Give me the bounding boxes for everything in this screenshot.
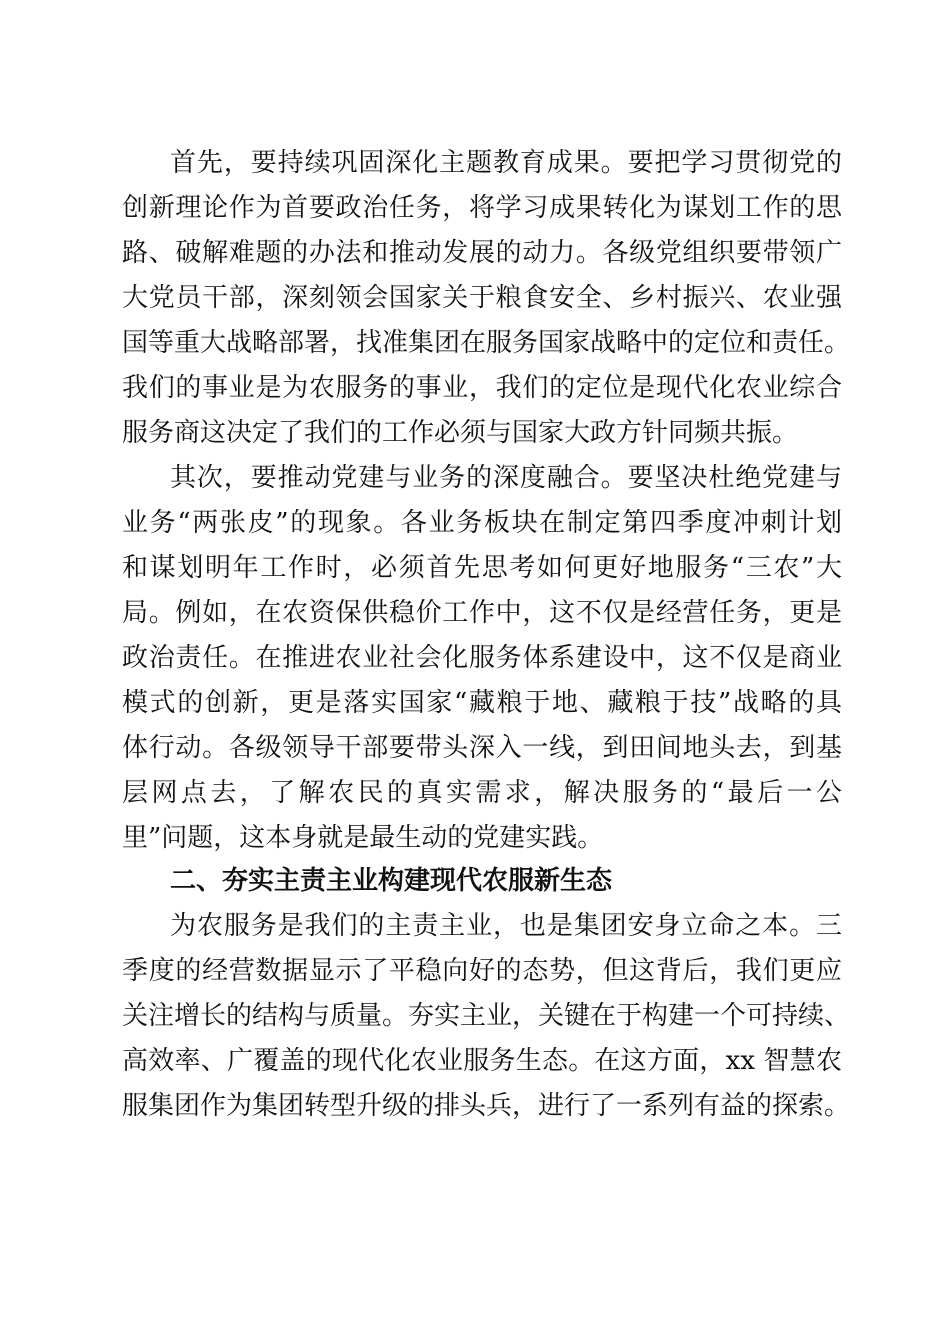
paragraph-line: 体行动。各级领导干部要带头深入一线，到田间地头去，到基 (122, 733, 842, 763)
paragraph-line: 模式的创新，更是落实国家“藏粮于地、藏粮于技”战略的具 (122, 688, 842, 718)
paragraph-line: 首先，要持续巩固深化主题教育成果。要把学习贯彻党的 (170, 148, 842, 178)
paragraph-line: 国等重大战略部署，找准集团在服务国家战略中的定位和责任。 (122, 328, 851, 358)
paragraph-line: 其次，要推动党建与业务的深度融合。要坚决杜绝党建与 (170, 463, 842, 493)
paragraph-line: 大党员干部，深刻领会国家关于粮食安全、乡村振兴、农业强 (122, 283, 842, 313)
paragraph-line: 层网点去，了解农民的真实需求，解决服务的“最后一公 (122, 778, 842, 808)
paragraph-line: 和谋划明年工作时，必须首先思考如何更好地服务“三农”大 (122, 553, 842, 583)
paragraph-line: 局。例如，在农资保供稳价工作中，这不仅是经营任务，更是 (122, 598, 842, 628)
paragraph-line: 路、破解难题的办法和推动发展的动力。各级党组织要带领广 (122, 238, 842, 268)
paragraph-line: 服务商这决定了我们的工作必须与国家大政方针同频共振。 (122, 418, 799, 448)
paragraph-line: 为农服务是我们的主责主业，也是集团安身立命之本。三 (170, 911, 842, 941)
paragraph-line: 季度的经营数据显示了平稳向好的态势，但这背后，我们更应 (122, 956, 842, 986)
section-heading: 二、夯实主责主业构建现代农服新生态 (170, 866, 613, 896)
paragraph-line: 创新理论作为首要政治任务，将学习成果转化为谋划工作的思 (122, 193, 842, 223)
paragraph-line: 业务“两张皮”的现象。各业务板块在制定第四季度冲刺计划 (122, 508, 842, 538)
paragraph-line: 我们的事业是为农服务的事业，我们的定位是现代化农业综合 (122, 373, 842, 403)
paragraph-line: 政治责任。在推进农业社会化服务体系建设中，这不仅是商业 (122, 643, 842, 673)
paragraph-line: 服集团作为集团转型升级的排头兵，进行了一系列有益的探索。 (122, 1091, 851, 1121)
paragraph-line: 里”问题，这本身就是最生动的党建实践。 (122, 823, 604, 853)
paragraph-line: 高效率、广覆盖的现代化农业服务生态。在这方面，xx 智慧农 (122, 1046, 842, 1076)
paragraph-line: 关注增长的结构与质量。夯实主业，关键在于构建一个可持续、 (122, 1001, 851, 1031)
